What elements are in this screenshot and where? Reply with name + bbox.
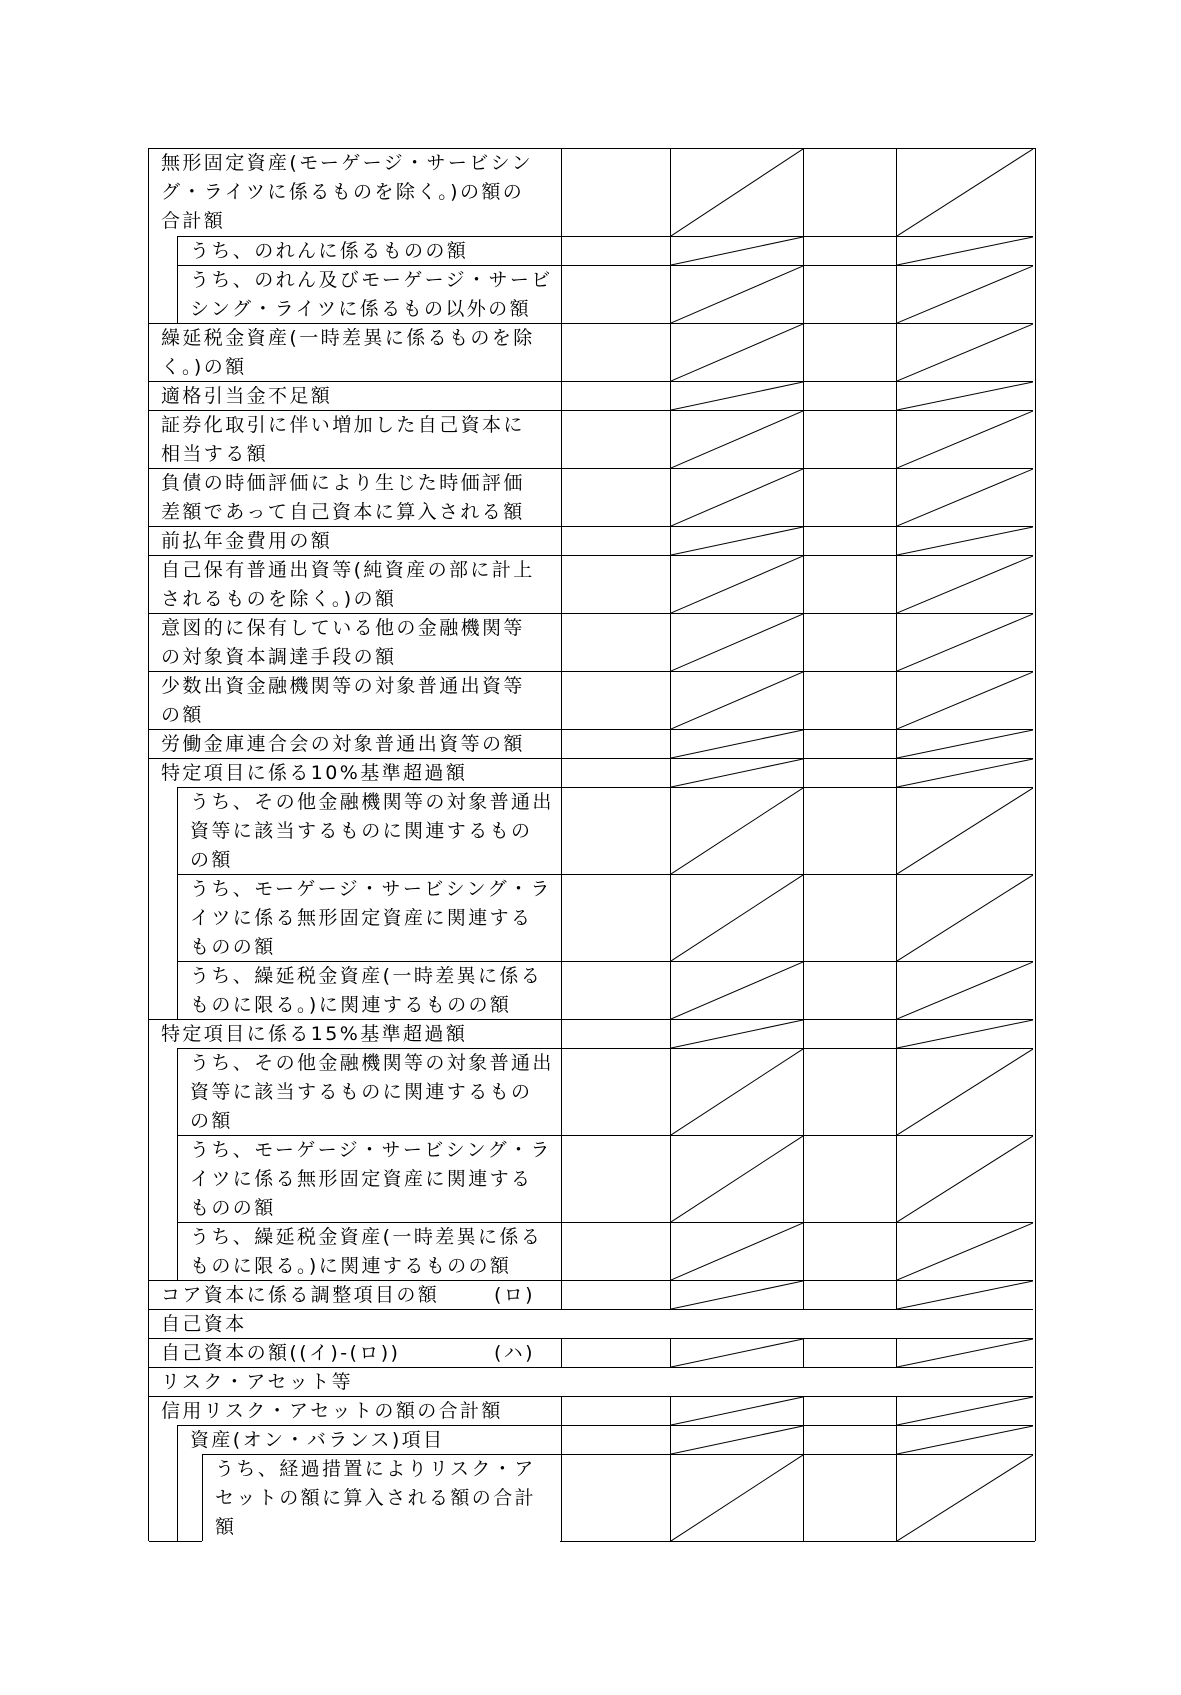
value-cell-1[interactable] — [561, 149, 670, 236]
indent-guide-line — [177, 1454, 178, 1541]
hatched-cell-2 — [670, 671, 803, 729]
value-cell-3[interactable] — [803, 1454, 896, 1541]
value-cell-3[interactable] — [803, 526, 896, 555]
item-label — [177, 1048, 561, 1135]
value-cell-1[interactable] — [561, 1338, 670, 1367]
item-label-line: うち、モーゲージ・サービシング・ラ — [190, 1139, 552, 1161]
value-cell-1[interactable] — [561, 874, 670, 961]
diagonal-strike-line — [897, 1136, 1033, 1222]
item-label-line: シング・ライツに係るもの以外の額 — [190, 298, 531, 320]
item-label-line: の対象資本調達手段の額 — [161, 646, 397, 668]
item-label — [149, 323, 561, 381]
item-label — [149, 468, 561, 526]
value-cell-3[interactable] — [803, 265, 896, 323]
hatched-cell-2 — [670, 1396, 803, 1425]
table-row — [149, 236, 1035, 265]
value-cell-1[interactable] — [561, 1019, 670, 1048]
item-label-line: 証券化取引に伴い増加した自己資本に — [161, 414, 525, 436]
item-label-cell — [149, 1048, 561, 1135]
hatched-cell-2 — [670, 323, 803, 381]
item-label-cell — [149, 1135, 561, 1222]
hatched-cell-2 — [670, 613, 803, 671]
hatched-cell-4 — [896, 265, 1033, 323]
item-label-line: されるものを除く。)の額 — [161, 588, 397, 610]
table-row — [149, 961, 1035, 1019]
hatched-cell-2 — [670, 236, 803, 265]
item-label-cell — [149, 265, 561, 323]
diagonal-strike-line — [671, 672, 803, 729]
value-cell-1[interactable] — [561, 787, 670, 874]
item-label — [149, 1310, 1033, 1338]
table-row — [149, 410, 1035, 468]
table-row — [149, 323, 1035, 381]
value-cell-1[interactable] — [561, 236, 670, 265]
hatched-cell-2 — [670, 381, 803, 410]
hatched-cell-4 — [896, 526, 1033, 555]
item-label-cell — [149, 613, 561, 671]
diagonal-strike-line — [897, 614, 1033, 671]
item-label-line: リスク・アセット等 — [161, 1371, 354, 1393]
hatched-cell-4 — [896, 613, 1033, 671]
item-label — [149, 671, 561, 729]
item-label — [149, 555, 561, 613]
diagonal-strike-line — [897, 759, 1033, 787]
item-label-line: イツに係る無形固定資産に関連する — [190, 1168, 533, 1190]
table-row — [149, 381, 1035, 410]
item-label — [177, 961, 561, 1019]
value-cell-1[interactable] — [561, 613, 670, 671]
table-row — [149, 613, 1035, 671]
item-label — [149, 729, 561, 758]
item-label-line: うち、繰延税金資産(一時差異に係る — [190, 1226, 543, 1248]
item-label-cell — [149, 555, 561, 613]
value-cell-3[interactable] — [803, 961, 896, 1019]
value-cell-3[interactable] — [803, 729, 896, 758]
item-label-line: 前払年金費用の額 — [161, 530, 333, 552]
value-cell-3[interactable] — [803, 1222, 896, 1280]
item-label-line: グ・ライツに係るものを除く。)の額の — [161, 181, 525, 203]
item-label-line: うち、のれんに係るものの額 — [190, 240, 469, 262]
item-label-cell — [149, 1338, 561, 1367]
item-label-cell — [149, 1425, 561, 1454]
table-row — [149, 1425, 1035, 1454]
diagonal-strike-line — [671, 556, 803, 613]
diagonal-strike-line — [671, 1281, 803, 1309]
item-label-cell — [149, 1309, 1033, 1338]
value-cell-1[interactable] — [561, 758, 670, 787]
value-cell-1[interactable] — [561, 729, 670, 758]
diagonal-strike-line — [897, 1049, 1033, 1135]
item-label-line: セットの額に算入される額の合計 — [215, 1487, 537, 1509]
diagonal-strike-line — [671, 730, 803, 758]
value-cell-3[interactable] — [803, 381, 896, 410]
item-label-line: ものに限る。)に関連するものの額 — [190, 1255, 512, 1277]
diagonal-strike-line — [897, 1020, 1033, 1048]
value-cell-1[interactable] — [561, 1280, 670, 1309]
item-label — [149, 410, 561, 468]
value-cell-3[interactable] — [803, 613, 896, 671]
item-label-line: 負債の時価評価により生じた時価評価 — [161, 472, 525, 494]
item-label-line: 自己資本 — [161, 1313, 247, 1335]
diagonal-strike-line — [671, 1339, 803, 1367]
item-label-line: コア資本に係る調整項目の額 — [161, 1284, 440, 1306]
hatched-cell-4 — [896, 381, 1033, 410]
diagonal-strike-line — [897, 788, 1033, 874]
diagonal-strike-line — [671, 1223, 803, 1280]
section-header-row — [149, 1309, 1035, 1338]
value-cell-3[interactable] — [803, 758, 896, 787]
item-label-line: 資等に該当するものに関連するもの — [190, 820, 533, 842]
item-label-cell — [149, 236, 561, 265]
table-row — [149, 1048, 1035, 1135]
table-bottom-border — [149, 1541, 202, 1542]
table-bottom-border — [560, 1541, 1035, 1542]
item-label — [149, 1019, 561, 1048]
item-label-line: 少数出資金融機関等の対象普通出資等 — [161, 675, 525, 697]
hatched-cell-4 — [896, 671, 1033, 729]
hatched-cell-2 — [670, 961, 803, 1019]
diagonal-strike-line — [897, 730, 1033, 758]
table-row — [149, 1396, 1035, 1425]
hatched-cell-4 — [896, 236, 1033, 265]
item-label-cell — [149, 1019, 561, 1048]
diagonal-strike-line — [671, 1136, 803, 1222]
hatched-cell-4 — [896, 787, 1033, 874]
item-label — [177, 1222, 561, 1280]
table-row — [149, 874, 1035, 961]
item-label — [149, 526, 561, 555]
table-row — [149, 1338, 1035, 1367]
diagonal-strike-line — [897, 266, 1033, 323]
hatched-cell-4 — [896, 961, 1033, 1019]
hatched-cell-2 — [670, 874, 803, 961]
value-cell-3[interactable] — [803, 1338, 896, 1367]
value-cell-3[interactable] — [803, 1280, 896, 1309]
value-cell-1[interactable] — [561, 526, 670, 555]
diagonal-strike-line — [897, 149, 1033, 236]
hatched-cell-2 — [670, 468, 803, 526]
diagonal-strike-line — [897, 1455, 1033, 1541]
diagonal-strike-line — [897, 1339, 1033, 1367]
hatched-cell-4 — [896, 874, 1033, 961]
item-label-cell — [149, 729, 561, 758]
value-cell-1[interactable] — [561, 961, 670, 1019]
table-row — [149, 1019, 1035, 1048]
item-label-line: 相当する額 — [161, 443, 269, 465]
table-row — [149, 526, 1035, 555]
diagonal-strike-line — [671, 527, 803, 555]
item-label-line: 自己保有普通出資等(純資産の部に計上 — [161, 559, 535, 581]
hatched-cell-4 — [896, 555, 1033, 613]
table-row — [149, 787, 1035, 874]
value-cell-3[interactable] — [803, 1019, 896, 1048]
hatched-cell-4 — [896, 1396, 1033, 1425]
hatched-cell-2 — [670, 149, 803, 236]
value-cell-3[interactable] — [803, 236, 896, 265]
item-label-cell — [149, 1367, 1033, 1396]
item-label-line: うち、モーゲージ・サービシング・ラ — [190, 878, 552, 900]
hatched-cell-4 — [896, 468, 1033, 526]
item-label-line: く。)の額 — [161, 356, 247, 378]
item-label — [177, 787, 561, 874]
diagonal-strike-line — [671, 237, 803, 265]
item-label-line: 適格引当金不足額 — [161, 385, 333, 407]
value-cell-1[interactable] — [561, 1135, 670, 1222]
hatched-cell-4 — [896, 410, 1033, 468]
item-label-line: の額 — [190, 849, 233, 871]
value-cell-1[interactable] — [561, 555, 670, 613]
item-label-line: うち、繰延税金資産(一時差異に係る — [190, 965, 543, 987]
item-label-cell — [149, 381, 561, 410]
hatched-cell-4 — [896, 1280, 1033, 1309]
item-label-line: ものの額 — [190, 1197, 276, 1219]
item-label-line: 資等に該当するものに関連するもの — [190, 1081, 533, 1103]
item-label — [177, 1135, 561, 1222]
item-label — [177, 874, 561, 961]
diagonal-strike-line — [897, 1426, 1033, 1454]
diagonal-strike-line — [897, 962, 1033, 1019]
diagonal-strike-line — [897, 324, 1033, 381]
item-label-cell — [149, 1396, 561, 1425]
value-cell-1[interactable] — [561, 265, 670, 323]
item-label — [149, 1280, 561, 1309]
item-label — [177, 1425, 561, 1454]
item-label-line: 信用リスク・アセットの額の合計額 — [161, 1400, 503, 1422]
diagonal-strike-line — [897, 875, 1033, 961]
hatched-cell-4 — [896, 149, 1033, 236]
hatched-cell-4 — [896, 1454, 1033, 1541]
value-cell-1[interactable] — [561, 468, 670, 526]
value-cell-3[interactable] — [803, 1396, 896, 1425]
hatched-cell-2 — [670, 1135, 803, 1222]
item-label — [149, 149, 561, 236]
table-row — [149, 1454, 1035, 1541]
capital-adjustment-table — [148, 148, 1036, 1541]
diagonal-strike-line — [897, 382, 1033, 410]
item-label-cell — [149, 1454, 561, 1541]
diagonal-strike-line — [897, 411, 1033, 468]
table-row — [149, 149, 1035, 236]
hatched-cell-4 — [896, 1019, 1033, 1048]
hatched-cell-2 — [670, 265, 803, 323]
item-label — [177, 236, 561, 265]
table-row — [149, 1280, 1035, 1309]
item-label — [149, 1368, 1033, 1396]
item-label-cell — [149, 671, 561, 729]
value-cell-3[interactable] — [803, 410, 896, 468]
table-row — [149, 671, 1035, 729]
diagonal-strike-line — [671, 1455, 803, 1541]
item-label-cell — [149, 874, 561, 961]
diagonal-strike-line — [671, 1426, 803, 1454]
hatched-cell-2 — [670, 1222, 803, 1280]
value-cell-1[interactable] — [561, 1048, 670, 1135]
item-label — [202, 1454, 561, 1541]
item-label-cell — [149, 323, 561, 381]
hatched-cell-4 — [896, 729, 1033, 758]
value-cell-3[interactable] — [803, 787, 896, 874]
item-label-cell — [149, 758, 561, 787]
item-label-line: 労働金庫連合会の対象普通出資等の額 — [161, 733, 525, 755]
hatched-cell-2 — [670, 1019, 803, 1048]
value-cell-1[interactable] — [561, 1396, 670, 1425]
diagonal-strike-line — [897, 527, 1033, 555]
table-row — [149, 265, 1035, 323]
value-cell-1[interactable] — [561, 1454, 670, 1541]
section-header-row — [149, 1367, 1035, 1396]
item-label-line: ものの額 — [190, 936, 276, 958]
item-code-label: (ロ) — [493, 1284, 535, 1306]
hatched-cell-4 — [896, 1425, 1033, 1454]
item-label-cell — [149, 1222, 561, 1280]
table-row — [149, 1135, 1035, 1222]
item-label-line: 意図的に保有している他の金融機関等 — [161, 617, 525, 639]
item-label-cell — [149, 961, 561, 1019]
item-label-line: 繰延税金資産(一時差異に係るものを除 — [161, 327, 535, 349]
value-cell-1[interactable] — [561, 410, 670, 468]
hatched-cell-4 — [896, 323, 1033, 381]
hatched-cell-4 — [896, 1222, 1033, 1280]
diagonal-strike-line — [897, 237, 1033, 265]
diagonal-strike-line — [671, 614, 803, 671]
item-label — [177, 265, 561, 323]
value-cell-3[interactable] — [803, 1135, 896, 1222]
item-label-cell — [149, 149, 561, 236]
item-label — [149, 758, 561, 787]
item-label-line: 無形固定資産(モーゲージ・サービシン — [161, 152, 533, 174]
value-cell-3[interactable] — [803, 468, 896, 526]
hatched-cell-2 — [670, 410, 803, 468]
diagonal-strike-line — [897, 1281, 1033, 1309]
diagonal-strike-line — [671, 1020, 803, 1048]
hatched-cell-2 — [670, 729, 803, 758]
value-cell-3[interactable] — [803, 323, 896, 381]
hatched-cell-2 — [670, 526, 803, 555]
diagonal-strike-line — [897, 672, 1033, 729]
diagonal-strike-line — [671, 962, 803, 1019]
item-label-line: うち、経過措置によりリスク・ア — [215, 1458, 536, 1480]
table-row — [149, 468, 1035, 526]
value-cell-1[interactable] — [561, 323, 670, 381]
diagonal-strike-line — [897, 556, 1033, 613]
hatched-cell-4 — [896, 1048, 1033, 1135]
item-label-line: ものに限る。)に関連するものの額 — [190, 994, 512, 1016]
diagonal-strike-line — [671, 875, 803, 961]
hatched-cell-2 — [670, 787, 803, 874]
value-cell-3[interactable] — [803, 874, 896, 961]
item-label-cell — [149, 468, 561, 526]
diagonal-strike-line — [671, 324, 803, 381]
hatched-cell-2 — [670, 1338, 803, 1367]
item-label-cell — [149, 526, 561, 555]
item-label-cell — [149, 410, 561, 468]
diagonal-strike-line — [671, 149, 803, 236]
item-label-line: イツに係る無形固定資産に関連する — [190, 907, 533, 929]
item-label-line: うち、その他金融機関等の対象普通出 — [190, 791, 554, 813]
value-cell-3[interactable] — [803, 1425, 896, 1454]
diagonal-strike-line — [671, 411, 803, 468]
item-label — [149, 1338, 561, 1367]
table-row — [149, 729, 1035, 758]
value-cell-3[interactable] — [803, 555, 896, 613]
item-label-line: の額 — [190, 1110, 233, 1132]
item-label — [149, 1396, 561, 1425]
diagonal-strike-line — [897, 1223, 1033, 1280]
diagonal-strike-line — [671, 266, 803, 323]
hatched-cell-2 — [670, 1425, 803, 1454]
item-label — [149, 381, 561, 410]
item-label-line: うち、その他金融機関等の対象普通出 — [190, 1052, 554, 1074]
value-cell-3[interactable] — [803, 149, 896, 236]
value-cell-1[interactable] — [561, 381, 670, 410]
diagonal-strike-line — [671, 759, 803, 787]
value-cell-1[interactable] — [561, 1222, 670, 1280]
hatched-cell-2 — [670, 758, 803, 787]
value-cell-1[interactable] — [561, 671, 670, 729]
value-cell-1[interactable] — [561, 1425, 670, 1454]
diagonal-strike-line — [671, 469, 803, 526]
item-label-line: の額 — [161, 704, 204, 726]
hatched-cell-2 — [670, 1280, 803, 1309]
item-label — [149, 613, 561, 671]
item-label-line: 資産(オン・バランス)項目 — [190, 1429, 445, 1451]
hatched-cell-4 — [896, 1338, 1033, 1367]
value-cell-3[interactable] — [803, 1048, 896, 1135]
hatched-cell-2 — [670, 1454, 803, 1541]
item-label-line: 特定項目に係る15%基準超過額 — [161, 1023, 468, 1045]
diagonal-strike-line — [897, 469, 1033, 526]
hatched-cell-4 — [896, 1135, 1033, 1222]
hatched-cell-2 — [670, 1048, 803, 1135]
diagonal-strike-line — [897, 1397, 1033, 1425]
table-row — [149, 555, 1035, 613]
item-label-line: うち、のれん及びモーゲージ・サービ — [190, 269, 553, 291]
item-label-line: 差額であって自己資本に算入される額 — [161, 501, 525, 523]
item-label-line: 額 — [215, 1516, 237, 1538]
hatched-cell-4 — [896, 758, 1033, 787]
item-label-line: 特定項目に係る10%基準超過額 — [161, 762, 468, 784]
diagonal-strike-line — [671, 382, 803, 410]
hatched-cell-2 — [670, 555, 803, 613]
value-cell-3[interactable] — [803, 671, 896, 729]
diagonal-strike-line — [671, 1049, 803, 1135]
table-row — [149, 1222, 1035, 1280]
item-label-cell — [149, 787, 561, 874]
item-code-label: (ハ) — [493, 1342, 535, 1364]
item-label-cell — [149, 1280, 561, 1309]
diagonal-strike-line — [671, 788, 803, 874]
table-row — [149, 758, 1035, 787]
item-label-line: 合計額 — [161, 210, 226, 232]
diagonal-strike-line — [671, 1397, 803, 1425]
item-label-line: 自己資本の額((イ)-(ロ)) — [161, 1342, 401, 1364]
